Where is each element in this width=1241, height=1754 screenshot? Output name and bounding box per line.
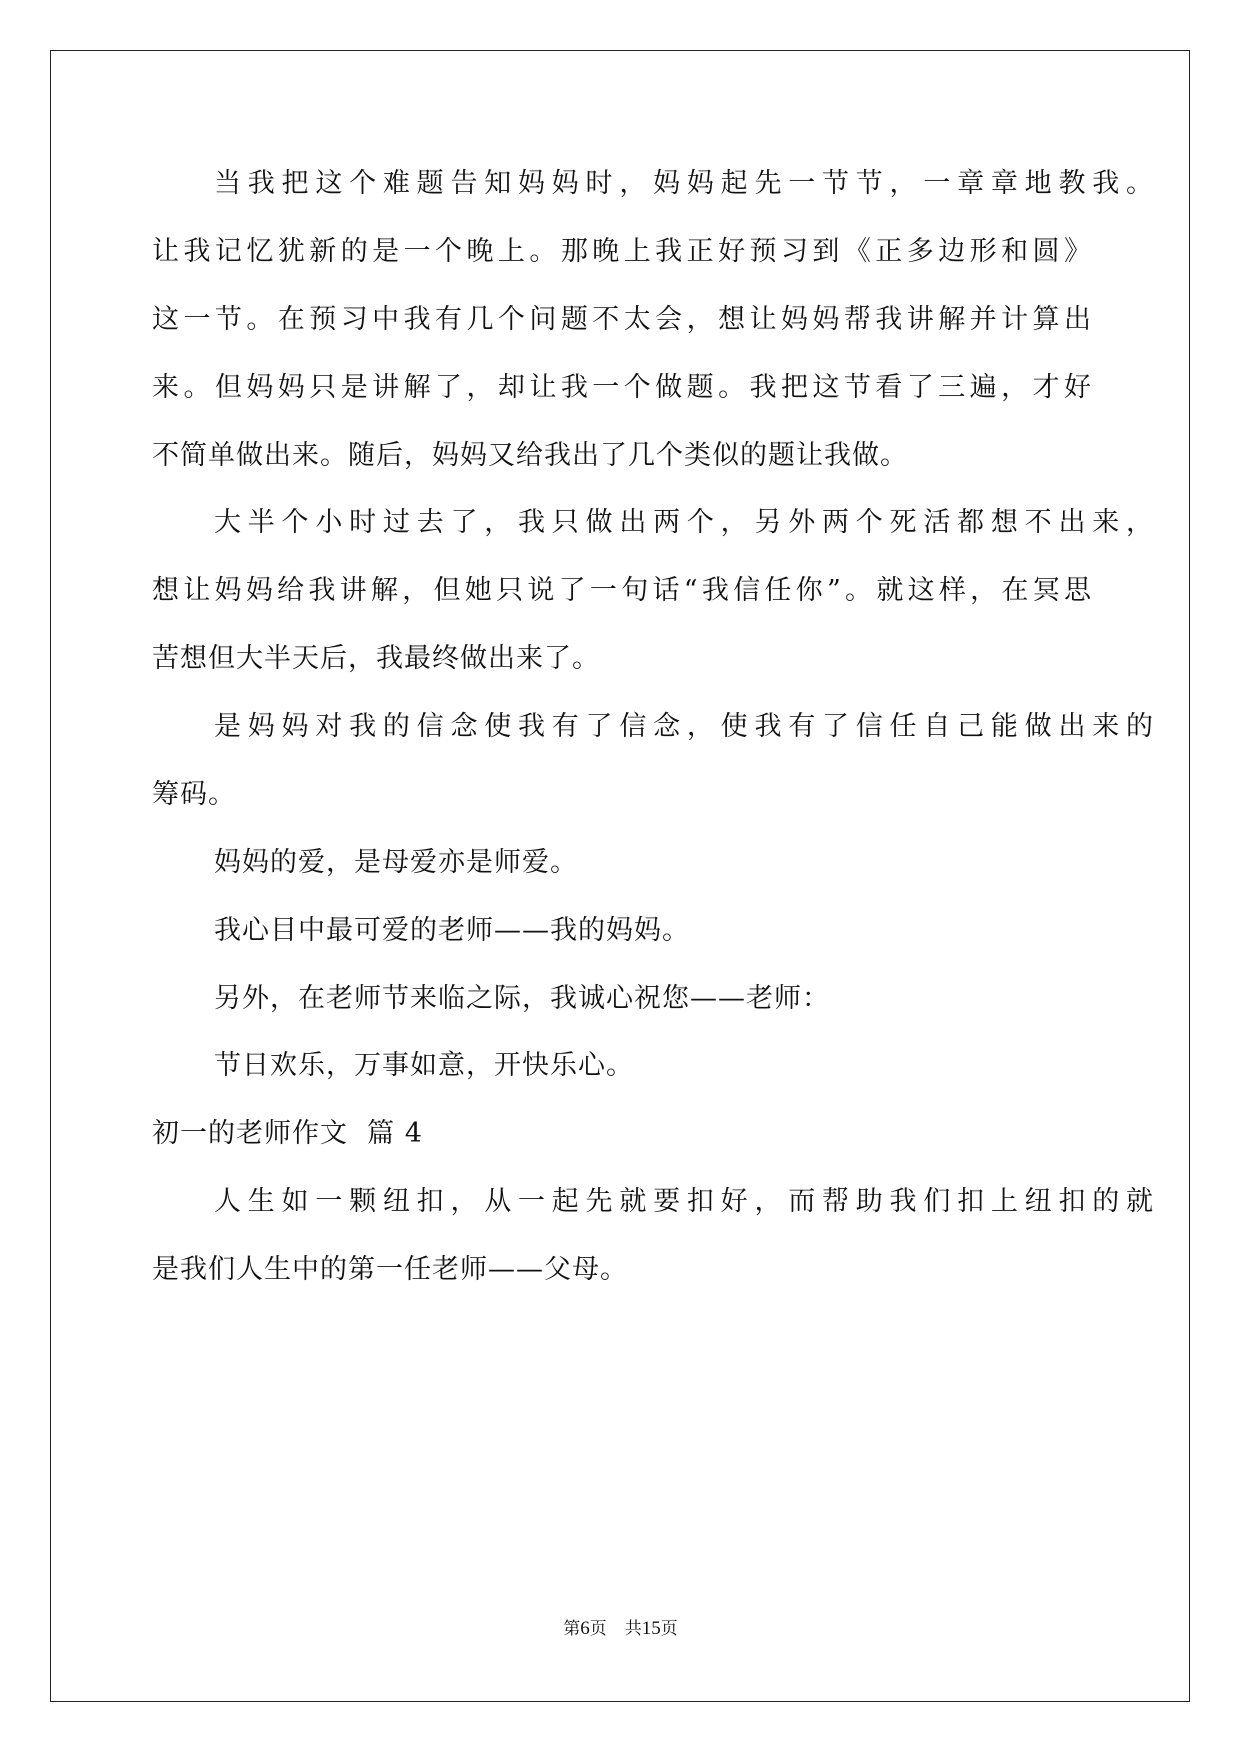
total-pages: 15 xyxy=(641,1618,661,1639)
paragraph-line: 是我们人生中的第一任老师——父母。 xyxy=(152,1254,628,1285)
paragraph-line: 我心目中最可爱的老师——我的妈妈。 xyxy=(214,915,690,946)
paragraph-line: 想让妈妈给我讲解，但她只说了一句话“我信任你”。就这样，在冥思 xyxy=(152,575,1092,606)
paragraph-line: 筹码。 xyxy=(152,779,236,810)
paragraph-line: 苦想但大半天后，我最终做出来了。 xyxy=(152,643,600,674)
total-label-suffix: 页 xyxy=(660,1619,678,1639)
page-label-prefix: 第 xyxy=(563,1619,581,1639)
page-label-suffix: 页 xyxy=(589,1619,607,1639)
page-number: 6 xyxy=(580,1618,590,1639)
section-heading: 初一的老师作文 篇 4 xyxy=(152,1118,423,1149)
paragraph-line: 妈妈的爱，是母爱亦是师爱。 xyxy=(214,847,578,878)
paragraph-line: 来。但妈妈只是讲解了，却让我一个做题。我把这节看了三遍，才好 xyxy=(152,372,1092,403)
paragraph-line: 是妈妈对我的信念使我有了信念，使我有了信任自己能做出来的 xyxy=(214,711,1154,742)
paragraph-line: 这一节。在预习中我有几个问题不太会，想让妈妈帮我讲解并计算出 xyxy=(152,304,1092,335)
paragraph-line: 另外，在老师节来临之际，我诚心祝您——老师： xyxy=(214,983,830,1014)
page-footer xyxy=(0,1618,1241,1640)
paragraph-line: 大半个小时过去了，我只做出两个，另外两个死活都想不出来， xyxy=(214,507,1154,538)
total-label-prefix: 共 xyxy=(624,1619,642,1639)
paragraph-line: 人生如一颗纽扣，从一起先就要扣好，而帮助我们扣上纽扣的就 xyxy=(214,1186,1154,1217)
paragraph-line: 让我记忆犹新的是一个晚上。那晚上我正好预习到《正多边形和圆》 xyxy=(152,236,1092,267)
paragraph-line: 节日欢乐，万事如意，开快乐心。 xyxy=(214,1050,634,1081)
paragraph-line: 当我把这个难题告知妈妈时，妈妈起先一节节，一章章地教我。 xyxy=(214,168,1154,199)
paragraph-line: 不简单做出来。随后，妈妈又给我出了几个类似的题让我做。 xyxy=(152,440,908,471)
